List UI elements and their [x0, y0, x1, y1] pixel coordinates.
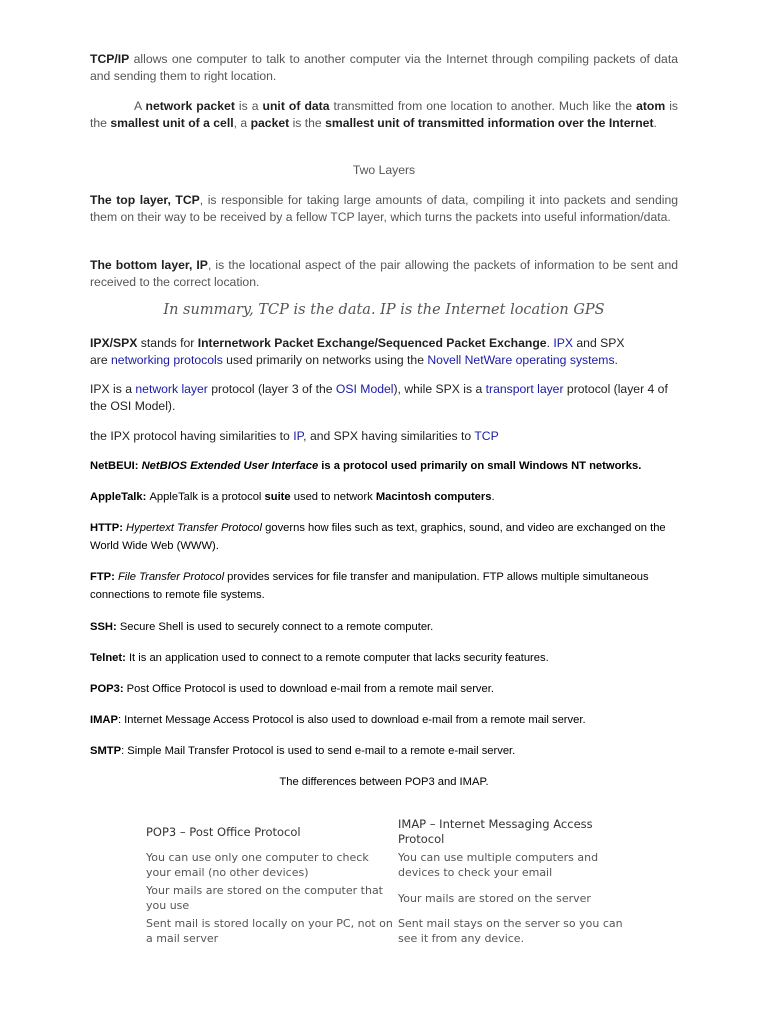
packet-text-6: is the [289, 116, 326, 130]
netbeui-full-name: NetBIOS Extended User Interface [141, 460, 319, 472]
packet-text-4: is the [90, 99, 679, 130]
packet-bold-unit-of-data: unit of data [262, 99, 330, 113]
ipx-text-4: are [90, 353, 112, 367]
tcp-link[interactable]: TCP [474, 429, 499, 443]
ssh-term: SSH: [90, 621, 117, 633]
ipx-layer-paragraph [90, 381, 670, 415]
bottom-layer-text: , is the locational aspect of the pair allowing the packets of information to be sent and received to the correct location. [90, 258, 678, 289]
telnet-text: It is an application used to connect to a remote computer that lacks security features. [125, 652, 549, 664]
ipx-text-1: stands for [137, 336, 198, 350]
http-paragraph [90, 519, 678, 555]
novell-netware-link[interactable]: Novell NetWare operating systems [427, 353, 615, 367]
packet-text-5: , a [233, 116, 251, 130]
smtp-term: SMTP [90, 745, 122, 757]
smtp-text: : Simple Mail Transfer Protocol is used to send e-mail to a remote e-mail server. [121, 745, 516, 757]
table-cell: Your mails are stored on the server [398, 891, 591, 905]
packet-bold-atom: atom [636, 99, 666, 113]
packet-text-1: A [134, 99, 146, 113]
packet-text-3: transmitted from one location to another. Much like the [329, 99, 637, 113]
ftp-text: provides services for file transfer and manipulation. FTP allows multiple simultaneous connections to remote file systems. [90, 571, 649, 601]
pop3-text: Post Office Protocol is used to download e-mail from a remote mail server. [123, 683, 494, 695]
http-text: governs how files such as text, graphics, sound, and video are exchanged on the World Wide Web (WWW). [90, 522, 666, 552]
tcpip-term: TCP/IP [90, 52, 130, 66]
pop3-paragraph [90, 680, 678, 698]
differences-heading: The differences between POP3 and IMAP. [279, 776, 489, 788]
table-cell: Sent mail stays on the server so you can see it from any device. [398, 917, 623, 945]
telnet-term: Telnet: [90, 652, 126, 664]
appletalk-term: AppleTalk: [90, 491, 150, 503]
table-header-pop3: POP3 – Post Office Protocol [146, 824, 301, 839]
summary-line: In summary, TCP is the data. IP is the Internet location GPS [163, 302, 605, 318]
ssh-text: Secure Shell is used to securely connect to a remote computer. [116, 621, 434, 633]
table-row [144, 849, 630, 882]
appletalk-text-1: AppleTalk is a protocol [149, 491, 265, 503]
table-cell: You can use multiple computers and devices to check your email [398, 851, 599, 879]
imap-term: IMAP [90, 714, 118, 726]
table-header-row [144, 816, 630, 849]
tcpip-text: allows one computer to talk to another computer via the Internet through compiling packets of data and sending them to right location. [90, 52, 678, 83]
pop3-imap-comparison-table [144, 816, 630, 948]
appletalk-text-2: used to network [290, 491, 376, 503]
ftp-paragraph [90, 568, 678, 604]
two-layers-heading: Two Layers [352, 163, 416, 177]
appletalk-text-3: . [491, 491, 495, 503]
ipx-term: IPX/SPX [90, 336, 138, 350]
http-term: HTTP: [90, 522, 127, 534]
ipx-sim-text-2: , and SPX having similarities to [303, 429, 475, 443]
ipx-layer-text-3: ), while SPX is a [393, 382, 486, 396]
packet-bold-smallest-unit-cell: smallest unit of a cell [110, 116, 234, 130]
ftp-term: FTP: [90, 571, 118, 583]
appletalk-paragraph [90, 488, 678, 506]
ipx-layer-text-1: IPX is a [90, 382, 136, 396]
network-packet-paragraph [90, 98, 678, 132]
packet-bold-packet: packet [250, 116, 290, 130]
ipx-line-1 [90, 335, 678, 352]
http-full-name: Hypertext Transfer Protocol [126, 522, 263, 534]
pop3-term: POP3: [90, 683, 124, 695]
table-cell: Sent mail is stored locally on your PC, not on a mail server [146, 917, 393, 945]
packet-text-7: . [653, 116, 657, 130]
tcpip-paragraph [90, 51, 678, 85]
table-cell: Your mails are stored on the computer that you use [146, 884, 383, 912]
imap-text: : Internet Message Access Protocol is also used to download e-mail from a remote mail server. [117, 714, 586, 726]
ipx-sim-text-1: the IPX protocol having similarities to [90, 429, 294, 443]
ip-link[interactable]: IP [293, 429, 304, 443]
netbeui-term: NetBEUI: [90, 460, 142, 472]
ipx-layer-text-4: protocol (layer 4 of the OSI Model). [90, 382, 668, 413]
ipx-link[interactable]: IPX [553, 336, 573, 350]
bottom-layer-term: The bottom layer, IP [90, 258, 208, 272]
ipx-text-6: . [614, 353, 618, 367]
netbeui-text: is a protocol used primarily on small Windows NT networks. [318, 460, 642, 472]
ipx-full-name: Internetwork Packet Exchange/Sequenced Packet Exchange [197, 336, 547, 350]
ftp-full-name: File Transfer Protocol [117, 571, 225, 583]
osi-model-link[interactable]: OSI Model [335, 382, 394, 396]
imap-paragraph [90, 711, 678, 729]
ipx-line-2 [90, 352, 678, 369]
ssh-paragraph [90, 618, 678, 636]
bottom-layer-paragraph [90, 257, 678, 291]
ipx-similarities-paragraph [90, 428, 678, 445]
appletalk-bold-suite: suite [264, 491, 291, 503]
appletalk-bold-macintosh: Macintosh computers [375, 491, 492, 503]
top-layer-paragraph [90, 192, 678, 226]
ipx-spx-paragraph [90, 335, 678, 369]
netbeui-paragraph [90, 457, 678, 475]
packet-text-2: is a [234, 99, 263, 113]
networking-protocols-link[interactable]: networking protocols [111, 353, 223, 367]
transport-layer-link[interactable]: transport layer [485, 382, 564, 396]
ipx-layer-text-2: protocol (layer 3 of the [207, 382, 336, 396]
packet-bold-smallest-unit-info: smallest unit of transmitted information over the Internet [325, 116, 654, 130]
ipx-text-2: . [546, 336, 554, 350]
network-layer-link[interactable]: network layer [135, 382, 208, 396]
table-cell: You can use only one computer to check your email (no other devices) [146, 851, 369, 879]
table-row [144, 882, 630, 915]
ipx-text-3: and SPX [573, 336, 625, 350]
table-row [144, 915, 630, 948]
ipx-text-5: used primarily on networks using the [222, 353, 428, 367]
telnet-paragraph [90, 649, 678, 667]
top-layer-term: The top layer, TCP [90, 193, 200, 207]
packet-bold-network-packet: network packet [145, 99, 235, 113]
top-layer-text: , is responsible for taking large amounts of data, compiling it into packets and sending them on their way to be received by a fellow TCP layer, which turns the packets into useful information/data. [90, 193, 678, 224]
smtp-paragraph [90, 742, 678, 760]
table-header-imap: IMAP – Internet Messaging Access Protocol [398, 817, 593, 846]
